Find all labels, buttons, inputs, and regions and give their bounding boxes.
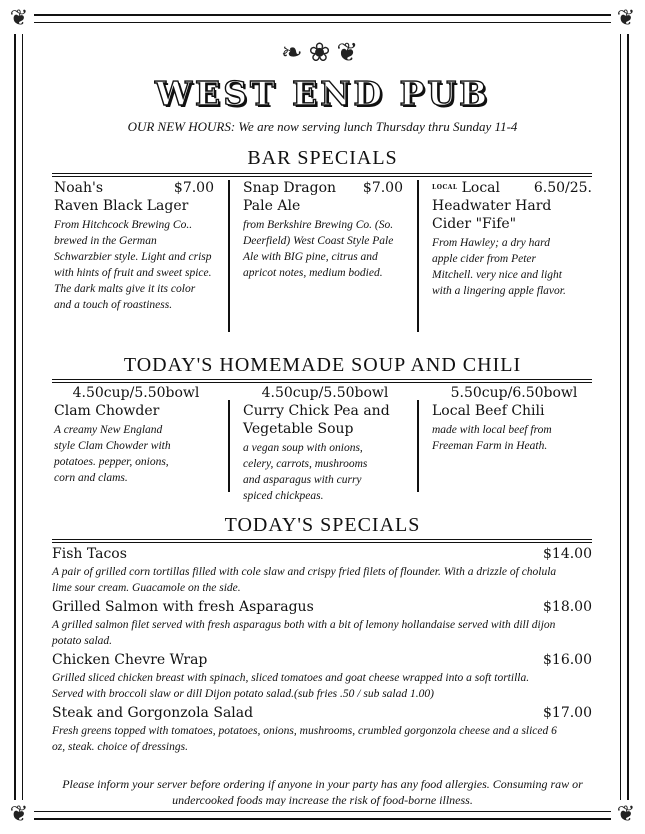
item-price: 4.50cup/5.50bowl	[72, 385, 200, 401]
item-price: 4.50cup/5.50bowl	[261, 385, 389, 401]
item-description: a vegan soup with onions, celery, carrots, mushrooms and asparagus with curry spiced chickpeas.	[243, 442, 368, 502]
item-name: Grilled Salmon with fresh Asparagus	[52, 599, 314, 615]
column-divider	[228, 180, 230, 332]
corner-flourish-icon: ❦	[4, 800, 34, 830]
allergy-notice: Please inform your server before ordering if anyone in your party has any food allergies. Consuming raw or undercooked foods may increase the risk of food-borne illness.	[62, 777, 583, 806]
item-name: Chicken Chevre Wrap	[52, 652, 208, 668]
divider	[52, 382, 592, 383]
item-description: From Hawley; a dry hard apple cider from Peter Mitchell. very nice and light with a lingering apple flavor.	[432, 237, 566, 297]
special-chicken-chevre-wrap	[52, 651, 592, 702]
special-fish-tacos	[52, 545, 592, 596]
local-badge: LOCAL	[432, 184, 458, 191]
page-title: WEST END PUB	[155, 74, 490, 113]
divider	[52, 173, 592, 174]
divider	[52, 539, 592, 540]
special-steak-gorgonzola-salad	[52, 704, 592, 755]
corner-flourish-icon: ❦	[611, 800, 641, 830]
soups-title: TODAY'S HOMEMADE SOUP AND CHILI	[123, 354, 522, 376]
bar-item-noahs	[54, 179, 214, 313]
item-price: $17.00	[543, 705, 592, 721]
divider	[52, 542, 592, 543]
item-description: A pair of grilled corn tortillas filled with cole slaw and crispy fried filets of flounder. With a drizzle of cholula lime sour cream. Guacamole on the side.	[52, 566, 557, 594]
soup-local-beef-chili	[432, 384, 596, 454]
item-name-line2: Pale Ale	[243, 198, 301, 214]
column-divider	[228, 400, 230, 492]
item-price: 6.50/25.	[533, 180, 592, 196]
item-description: A grilled salmon filet served with fresh asparagus both with a bit of lemony hollandaise served with dill dijon potato salad.	[52, 619, 556, 647]
column-divider	[417, 400, 419, 492]
item-description: A creamy New England style Clam Chowder with potatoes. pepper, onions, corn and clams.	[54, 424, 171, 484]
special-grilled-salmon	[52, 598, 592, 649]
item-price: $18.00	[543, 599, 592, 615]
item-price: $7.00	[173, 180, 214, 196]
item-name: Local Beef Chili	[432, 403, 545, 419]
rooster-ornament-icon: ❧❀❦	[280, 38, 365, 68]
item-name-line2: Headwater Hard Cider "Fife"	[432, 198, 552, 232]
item-description: made with local beef from Freeman Farm in Heath.	[432, 424, 552, 452]
bar-item-headwater-cider	[432, 179, 592, 299]
divider	[52, 176, 592, 177]
item-price: $14.00	[543, 546, 592, 562]
soup-clam-chowder	[54, 384, 218, 486]
bar-specials-title: BAR SPECIALS	[247, 147, 398, 169]
item-name: Clam Chowder	[54, 403, 160, 419]
corner-flourish-icon: ❦	[4, 4, 34, 34]
divider	[52, 379, 592, 380]
column-divider	[417, 180, 419, 332]
item-name: Noah's	[54, 180, 104, 196]
corner-flourish-icon: ❦	[611, 4, 641, 34]
item-description: Fresh greens topped with tomatoes, potatoes, onions, mushrooms, crumbled gorgonzola cheese and a sliced 6 oz, steak. choice of dressings.	[52, 725, 557, 753]
item-name: Snap Dragon	[243, 180, 337, 196]
item-price: $16.00	[543, 652, 592, 668]
specials-title: TODAY'S SPECIALS	[224, 514, 421, 536]
item-name: Steak and Gorgonzola Salad	[52, 705, 254, 721]
item-price: 5.50cup/6.50bowl	[450, 385, 578, 401]
item-description: Grilled sliced chicken breast with spinach, sliced tomatoes and goat cheese wrapped into a soft tortilla. Served with broccoli slaw or dill Dijon potato salad.(sub fries .50 / sub salad 1.00)	[52, 672, 530, 700]
item-name: Fish Tacos	[52, 546, 127, 562]
bar-item-snap-dragon	[243, 179, 403, 281]
item-name-line2: Raven Black Lager	[54, 198, 189, 214]
item-name: Curry Chick Pea and Vegetable Soup	[243, 403, 390, 437]
item-description: From Hitchcock Brewing Co.. brewed in the German Schwarzbier style. Light and crisp with hints of fruit and sweet spice. The dark malts give it its color and a touch of roastiness.	[54, 219, 212, 311]
item-description: from Berkshire Brewing Co. (So. Deerfield) West Coast Style Pale Ale with BIG pine, citrus and apricot notes, medium bodied.	[243, 219, 394, 279]
item-name: Local	[461, 180, 500, 196]
item-price: $7.00	[362, 180, 403, 196]
hours-notice: OUR NEW HOURS: We are now serving lunch Thursday thru Sunday 11-4	[127, 119, 518, 134]
soup-curry-chick-pea	[243, 384, 407, 504]
